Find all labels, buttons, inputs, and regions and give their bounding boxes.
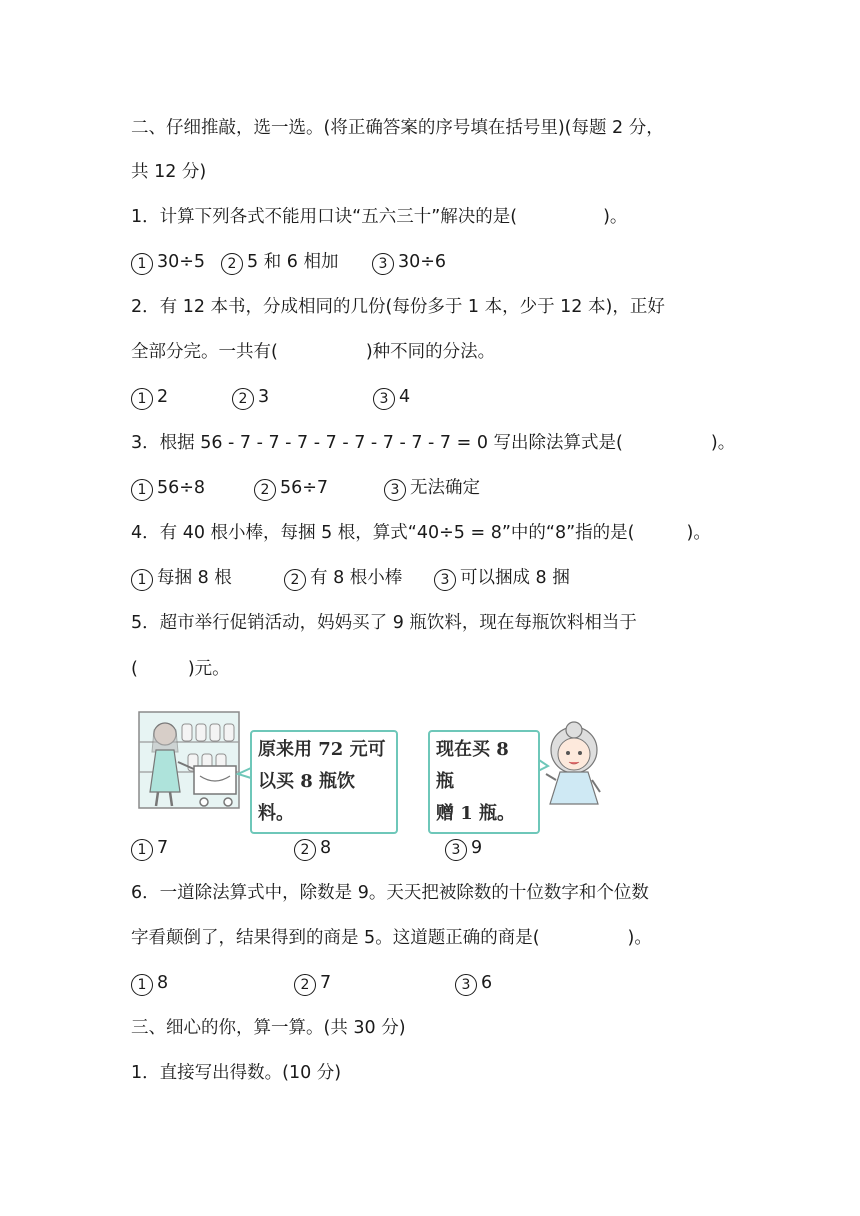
question-1-text: 1．计算下列各式不能用口诀“五六三十”解决的是( xyxy=(131,207,518,227)
q3-option-1[interactable] xyxy=(131,476,205,501)
q5-option-1-text: 7 xyxy=(157,838,169,858)
speech-bubble-left xyxy=(250,730,398,834)
option-number-circle: 2 xyxy=(254,479,276,501)
option-number-circle: 2 xyxy=(294,839,316,861)
option-number-circle: 1 xyxy=(131,388,153,410)
q6-option-2[interactable] xyxy=(294,971,331,996)
question-4-end: )。 xyxy=(686,523,711,543)
question-4-stem xyxy=(131,521,711,545)
option-number-circle: 3 xyxy=(434,569,456,591)
q6-option-2-text: 7 xyxy=(320,973,332,993)
question-2-end: )种不同的分法。 xyxy=(365,342,496,362)
question-1-end: )。 xyxy=(603,207,628,227)
q3-option-3[interactable] xyxy=(384,476,480,501)
section-3-sub-1: 1．直接写出得数。(10 分) xyxy=(131,1063,342,1083)
q5-option-3-text: 9 xyxy=(471,838,483,858)
q6-option-3[interactable] xyxy=(455,971,492,996)
q3-option-2[interactable] xyxy=(254,476,328,501)
section-2-title-cont: 共 12 分) xyxy=(131,162,207,182)
option-number-circle: 2 xyxy=(221,253,243,275)
q1-option-2-text: 5 和 6 相加 xyxy=(247,252,339,272)
question-6-end: )。 xyxy=(627,928,652,948)
question-4-text: 4．有 40 根小棒，每捆 5 根，算式“40÷5 = 8”中的“8”指的是( xyxy=(131,523,635,543)
option-number-circle: 3 xyxy=(445,839,467,861)
option-number-circle: 3 xyxy=(373,388,395,410)
speech-bubble-right xyxy=(428,730,540,834)
q6-option-3-text: 6 xyxy=(481,973,493,993)
q5-option-2-text: 8 xyxy=(320,838,332,858)
question-6-stem-cont xyxy=(131,926,652,950)
q6-option-1[interactable] xyxy=(131,971,168,996)
option-number-circle: 3 xyxy=(384,479,406,501)
option-number-circle: 3 xyxy=(372,253,394,275)
question-5-end: )元。 xyxy=(187,659,230,679)
q4-option-3-text: 可以捆成 8 捆 xyxy=(460,568,570,588)
question-3-end: )。 xyxy=(710,433,736,453)
q2-option-3[interactable] xyxy=(373,385,410,410)
question-5-open: ( xyxy=(131,659,138,679)
option-number-circle: 2 xyxy=(294,974,316,996)
q2-option-2-text: 3 xyxy=(258,387,270,407)
section-3-title: 三、细心的你，算一算。(共 30 分) xyxy=(131,1018,406,1038)
q2-option-1-text: 2 xyxy=(157,387,169,407)
bubble-right-line-2: 赠 1 瓶。 xyxy=(436,803,516,824)
option-number-circle: 1 xyxy=(131,479,153,501)
option-number-circle: 1 xyxy=(131,569,153,591)
q1-option-1[interactable] xyxy=(131,250,205,275)
q2-option-3-text: 4 xyxy=(399,387,411,407)
question-5-stem-cont xyxy=(131,657,230,681)
option-number-circle: 2 xyxy=(284,569,306,591)
question-6-text: 字看颠倒了，结果得到的商是 5。这道题正确的商是( xyxy=(131,928,540,948)
question-3-stem xyxy=(131,431,735,455)
q1-option-3[interactable] xyxy=(372,250,446,275)
q1-option-1-text: 30÷5 xyxy=(157,252,206,272)
q3-option-1-text: 56÷8 xyxy=(157,478,206,498)
q3-option-3-text: 无法确定 xyxy=(410,478,480,498)
q1-option-3-text: 30÷6 xyxy=(398,252,447,272)
question-3-text: 3．根据 56 - 7 - 7 - 7 - 7 - 7 - 7 - 7 - 7 = 0 写出除法算式是( xyxy=(131,433,623,453)
q2-option-1[interactable] xyxy=(131,385,168,410)
promotion-illustration xyxy=(138,708,608,824)
q4-option-2-text: 有 8 根小棒 xyxy=(310,568,403,588)
question-1-stem xyxy=(131,205,627,229)
bubble-right-line-1: 现在买 8 瓶 xyxy=(436,739,509,792)
q5-option-3[interactable] xyxy=(445,836,482,861)
bubble-left-line-1: 原来用 72 元可 xyxy=(258,739,386,760)
question-2-text: 全部分完。一共有( xyxy=(131,342,278,362)
option-number-circle: 3 xyxy=(455,974,477,996)
q4-option-3[interactable] xyxy=(434,566,570,591)
question-2-stem: 2．有 12 本书，分成相同的几份(每份多于 1 本，少于 12 本)，正好 xyxy=(131,297,665,317)
q4-option-2[interactable] xyxy=(284,566,402,591)
option-number-circle: 1 xyxy=(131,974,153,996)
question-2-stem-cont xyxy=(131,340,495,364)
q1-option-2[interactable] xyxy=(221,250,338,275)
q2-option-2[interactable] xyxy=(232,385,269,410)
q5-option-2[interactable] xyxy=(294,836,331,861)
q3-option-2-text: 56÷7 xyxy=(280,478,329,498)
option-number-circle: 1 xyxy=(131,839,153,861)
q4-option-1[interactable] xyxy=(131,566,232,591)
option-number-circle: 2 xyxy=(232,388,254,410)
option-number-circle: 1 xyxy=(131,253,153,275)
q4-option-1-text: 每捆 8 根 xyxy=(157,568,232,588)
section-2-title: 二、仔细推敲，选一选。(将正确答案的序号填在括号里)(每题 2 分， xyxy=(131,118,664,138)
q6-option-1-text: 8 xyxy=(157,973,169,993)
question-5-stem: 5．超市举行促销活动，妈妈买了 9 瓶饮料，现在每瓶饮料相当于 xyxy=(131,613,637,633)
question-6-stem: 6．一道除法算式中，除数是 9。天天把被除数的十位数字和个位数 xyxy=(131,883,649,903)
q5-option-1[interactable] xyxy=(131,836,168,861)
bubble-left-line-2: 以买 8 瓶饮料。 xyxy=(258,771,356,824)
